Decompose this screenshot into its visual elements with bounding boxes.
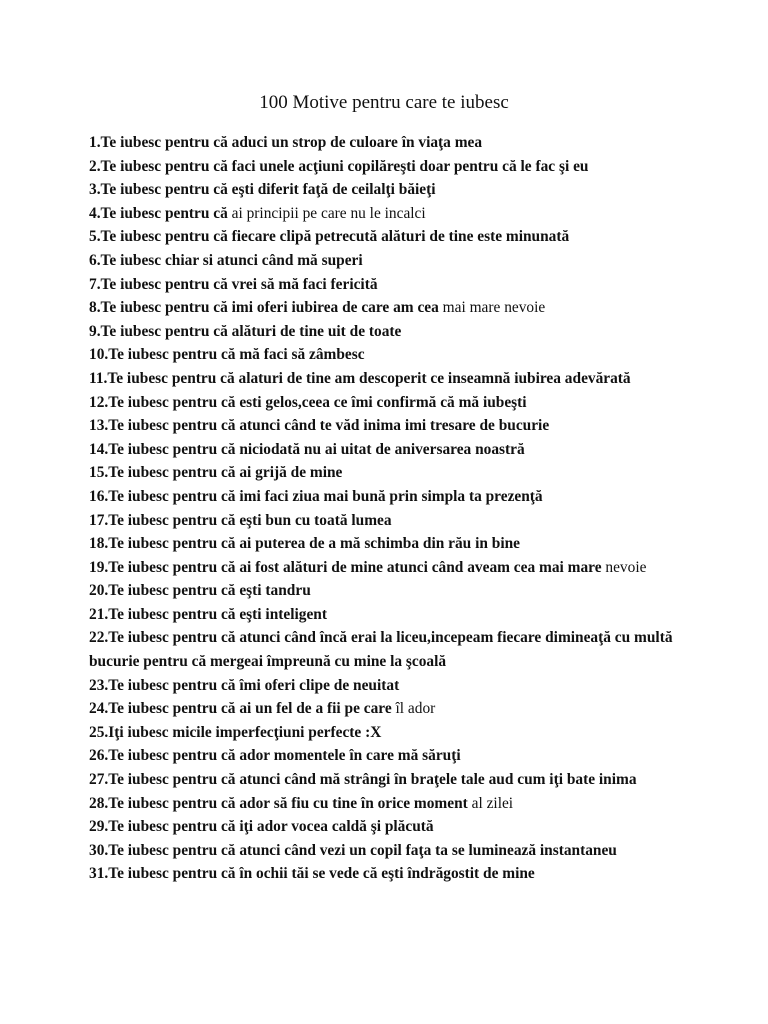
list-item-text: 30.Te iubesc pentru că atunci când vezi un copil faţa ta se luminează instantaneu bbox=[89, 841, 617, 859]
list-item bbox=[89, 438, 689, 462]
list-item bbox=[89, 485, 689, 509]
list-item bbox=[89, 320, 689, 344]
list-item bbox=[89, 202, 689, 226]
list-item-text-plain: îl ador bbox=[391, 700, 436, 718]
list-item-text: 16.Te iubesc pentru că imi faci ziua mai bună prin simpla ta prezenţă bbox=[89, 487, 543, 505]
list-item bbox=[89, 273, 689, 297]
list-item-text: 1.Te iubesc pentru că aduci un strop de culoare în viaţa mea bbox=[89, 134, 483, 151]
list-item bbox=[89, 744, 689, 768]
list-item-text: 27.Te iubesc pentru că atunci când mă strângi în braţele tale aud cum iţi bate inima bbox=[89, 771, 637, 789]
list-item-text: 14.Te iubesc pentru că niciodată nu ai uitat de aniversarea noastră bbox=[89, 440, 525, 458]
list-item bbox=[89, 768, 689, 792]
list-item bbox=[89, 626, 689, 673]
list-item-text: 3.Te iubesc pentru că eşti diferit faţă de ceilalţi băieţi bbox=[89, 181, 436, 199]
list-item-text: 29.Te iubesc pentru că iţi ador vocea caldă şi plăcută bbox=[89, 818, 434, 836]
list-item-text: 10.Te iubesc pentru că mă faci să zâmbesc bbox=[89, 346, 365, 364]
list-item-text: 13.Te iubesc pentru că atunci când te văd inima imi tresare de bucurie bbox=[89, 417, 550, 435]
list-item bbox=[89, 367, 689, 391]
list-item bbox=[89, 414, 689, 438]
list-item-text: 22.Te iubesc pentru că atunci când încă erai la liceu,incepeam fiecare dimineaţă cu multă bucurie pentru că mergeai împreună cu mine la şcoală bbox=[89, 629, 673, 671]
list-item bbox=[89, 579, 689, 603]
list-item bbox=[89, 225, 689, 249]
list-item-text: 21.Te iubesc pentru că eşti inteligent bbox=[89, 605, 327, 623]
list-item bbox=[89, 839, 689, 863]
list-item bbox=[89, 155, 689, 179]
list-item bbox=[89, 131, 689, 155]
list-item-text: 25.Iţi iubesc micile imperfecţiuni perfecte :X bbox=[89, 723, 382, 741]
list-item-text: 7.Te iubesc pentru că vrei să mă faci fericită bbox=[89, 275, 378, 293]
list-item bbox=[89, 862, 689, 886]
list-item-text: 6.Te iubesc chiar si atunci când mă superi bbox=[89, 251, 363, 269]
list-item-text: 2.Te iubesc pentru că faci unele acţiuni copilăreşti doar pentru că le fac şi eu bbox=[89, 157, 589, 175]
list-item bbox=[89, 674, 689, 698]
list-item-text: 11.Te iubesc pentru că alaturi de tine am descoperit ce inseamnă iubirea adevărată bbox=[89, 369, 631, 387]
list-item-text: 28.Te iubesc pentru că ador să fiu cu tine în orice moment bbox=[89, 794, 468, 812]
list-item-text: 17.Te iubesc pentru că eşti bun cu toată lumea bbox=[89, 511, 392, 529]
list-item-text: 20.Te iubesc pentru că eşti tandru bbox=[89, 582, 311, 600]
list-item-text: 5.Te iubesc pentru că fiecare clipă petrecută alături de tine este minunată bbox=[89, 228, 570, 246]
list-item bbox=[89, 697, 689, 721]
list-item bbox=[89, 721, 689, 745]
list-item bbox=[89, 343, 689, 367]
list-item bbox=[89, 461, 689, 485]
list-item-text: 4.Te iubesc pentru că bbox=[89, 204, 228, 222]
list-item bbox=[89, 792, 689, 816]
list-item bbox=[89, 249, 689, 273]
list-item-text: 18.Te iubesc pentru că ai puterea de a mă schimba din rău in bine bbox=[89, 535, 520, 553]
reasons-list bbox=[89, 131, 689, 886]
list-item bbox=[89, 178, 689, 202]
list-item-text: 19.Te iubesc pentru că ai fost alături de mine atunci când aveam cea mai mare bbox=[89, 558, 602, 576]
list-item-text: 23.Te iubesc pentru că îmi oferi clipe de neuitat bbox=[89, 676, 400, 694]
list-item-text-plain: mai mare nevoie bbox=[438, 299, 546, 317]
list-item-text: 12.Te iubesc pentru că esti gelos,ceea ce îmi confirmă că mă iubeşti bbox=[89, 393, 527, 411]
list-item bbox=[89, 815, 689, 839]
list-item-text: 15.Te iubesc pentru că ai grijă de mine bbox=[89, 464, 343, 482]
list-item bbox=[89, 603, 689, 627]
list-item bbox=[89, 391, 689, 415]
list-item-text-plain: ai principii pe care nu le incalci bbox=[227, 204, 426, 222]
list-item bbox=[89, 556, 689, 580]
list-item-text-plain: al zilei bbox=[467, 794, 514, 812]
list-item bbox=[89, 296, 689, 320]
list-item-text: 24.Te iubesc pentru că ai un fel de a fii pe care bbox=[89, 700, 392, 718]
list-item-text: 26.Te iubesc pentru că ador momentele în care mă săruţi bbox=[89, 747, 461, 765]
list-item-text: 31.Te iubesc pentru că în ochii tăi se vede că eşti îndrăgostit de mine bbox=[89, 865, 535, 883]
document-title: 100 Motive pentru care te iubesc bbox=[259, 92, 509, 113]
list-item-text: 9.Te iubesc pentru că alături de tine uit de toate bbox=[89, 322, 402, 340]
list-item bbox=[89, 532, 689, 556]
list-item bbox=[89, 509, 689, 533]
list-item-text-plain: nevoie bbox=[601, 558, 647, 576]
list-item-text: 8.Te iubesc pentru că imi oferi iubirea de care am cea bbox=[89, 299, 439, 317]
